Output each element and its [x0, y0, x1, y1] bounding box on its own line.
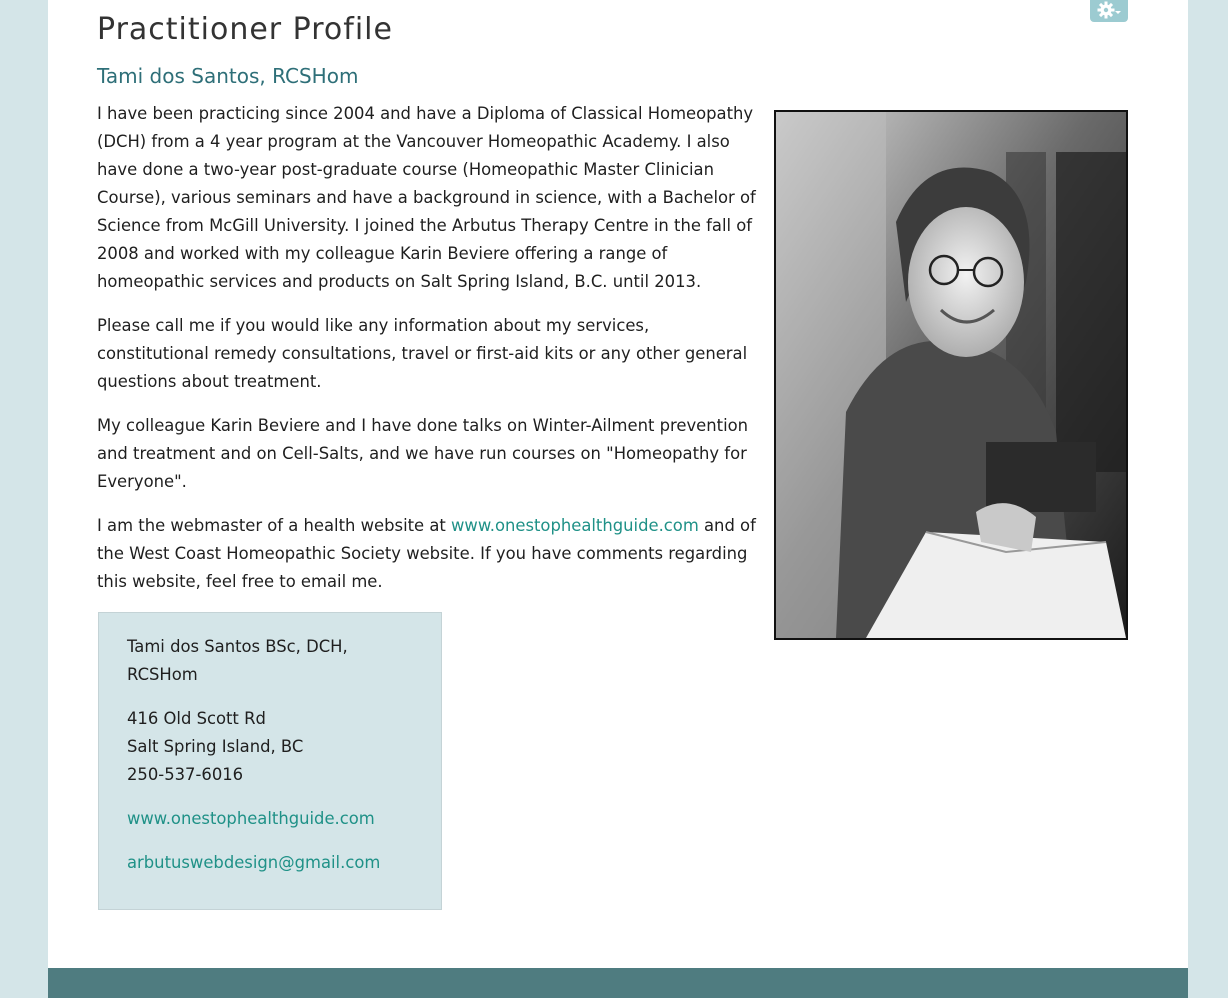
bio-paragraph-2: Please call me if you would like any information about my services, constitutional remedy consultations, travel or first-aid kits or any other general questions about treatment.: [97, 316, 748, 391]
settings-button[interactable]: [1090, 0, 1128, 22]
contact-street: 416 Old Scott Rd: [127, 709, 266, 728]
page-title: Practitioner Profile: [97, 12, 393, 47]
contact-website-link[interactable]: www.onestophealthguide.com: [127, 809, 375, 828]
contact-name-line-2: RCSHom: [127, 665, 198, 684]
bio-paragraph-4-text: I am the webmaster of a health website at: [97, 516, 452, 535]
health-guide-link[interactable]: www.onestophealthguide.com: [451, 516, 699, 535]
bio-paragraph-3: My colleague Karin Beviere and I have done talks on Winter-Ailment prevention and treatment and on Cell-Salts, and we have run courses on "Homeopathy for Everyone".: [97, 416, 749, 491]
contact-name: [127, 633, 413, 689]
bio-section: [97, 100, 765, 612]
contact-address: [127, 705, 413, 789]
footer-bar: [48, 968, 1188, 998]
bio-paragraph-4: [97, 512, 765, 596]
content-panel: [48, 0, 1188, 968]
contact-name-line-1: Tami dos Santos BSc, DCH,: [127, 637, 348, 656]
contact-email-row: [127, 849, 413, 877]
practitioner-name-heading: Tami dos Santos, RCSHom: [97, 64, 359, 88]
contact-website-row: [127, 805, 413, 833]
contact-phone: 250-537-6016: [127, 765, 244, 784]
gear-icon: [1096, 0, 1122, 20]
bio-paragraph-4-text-end: and of the West Coast Homeopathic Society website. If you have comments regarding this website, feel free to email me.: [97, 516, 756, 591]
practitioner-photo: [774, 110, 1128, 640]
contact-city: Salt Spring Island, BC: [127, 737, 304, 756]
bio-paragraph-1: I have been practicing since 2004 and have a Diploma of Classical Homeopathy (DCH) from a 4 year program at the Vancouver Homeopathic Academy. I also have done a two-year post-graduate course (Homeopathic Master Clinician Course), various seminars and have a background in science, with a Bachelor of Science from McGill University. I joined the Arbutus Therapy Centre in the fall of 2008 and worked with my colleague Karin Beviere offering a range of homeopathic services and products on Salt Spring Island, B.C. until 2013.: [97, 104, 756, 291]
contact-card: [98, 612, 442, 910]
contact-email-link[interactable]: arbutuswebdesign@gmail.com: [127, 853, 381, 872]
